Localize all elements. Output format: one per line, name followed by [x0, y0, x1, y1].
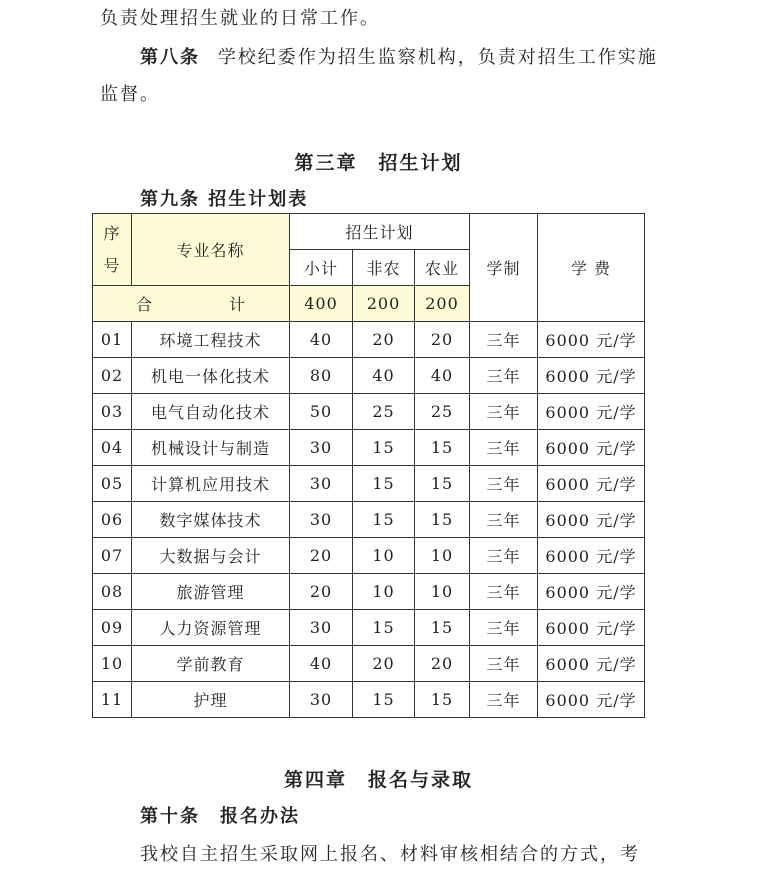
table-row — [93, 502, 645, 538]
cell-subtotal: 40 — [290, 322, 353, 358]
cell-non-agri: 25 — [353, 394, 415, 430]
header-tuition: 学 费 — [538, 214, 645, 322]
cell-non-agri: 15 — [353, 430, 415, 466]
cell-no: 03 — [93, 394, 132, 430]
cell-major: 环境工程技术 — [132, 322, 290, 358]
cell-duration: 三年 — [470, 682, 538, 718]
header-agri: 农业 — [415, 250, 470, 286]
cell-duration: 三年 — [470, 502, 538, 538]
paragraph-text: 我校自主招生采取网上报名、材料审核相结合的方式，考 — [140, 844, 640, 865]
article-label: 第八条 — [140, 47, 200, 68]
cell-major: 学前教育 — [132, 646, 290, 682]
enrollment-plan-table — [92, 213, 645, 718]
cell-non-agri: 20 — [353, 322, 415, 358]
cell-tuition: 6000 元/学 — [538, 502, 645, 538]
cell-tuition: 6000 元/学 — [538, 394, 645, 430]
cell-agri: 20 — [415, 322, 470, 358]
cell-duration: 三年 — [470, 358, 538, 394]
cell-major: 机械设计与制造 — [132, 430, 290, 466]
cell-no: 10 — [93, 646, 132, 682]
cell-no: 09 — [93, 610, 132, 646]
cell-subtotal: 20 — [290, 574, 353, 610]
cell-major: 电气自动化技术 — [132, 394, 290, 430]
header-non-agri: 非农 — [353, 250, 415, 286]
cell-major: 机电一体化技术 — [132, 358, 290, 394]
cell-tuition: 6000 元/学 — [538, 538, 645, 574]
article-title: 第九条 招生计划表 — [140, 189, 309, 210]
total-label-2: 计 — [229, 295, 247, 314]
article-title: 第十条 报名办法 — [140, 806, 300, 827]
table-row — [93, 610, 645, 646]
cell-non-agri: 15 — [353, 610, 415, 646]
cell-non-agri: 15 — [353, 466, 415, 502]
table-row — [93, 430, 645, 466]
cell-major: 人力资源管理 — [132, 610, 290, 646]
cell-tuition: 6000 元/学 — [538, 574, 645, 610]
header-major: 专业名称 — [132, 214, 290, 286]
cell-non-agri: 15 — [353, 682, 415, 718]
cell-agri: 25 — [415, 394, 470, 430]
cell-non-agri: 10 — [353, 538, 415, 574]
cell-no: 02 — [93, 358, 132, 394]
table-row — [93, 358, 645, 394]
table-row — [93, 682, 645, 718]
cell-duration: 三年 — [470, 538, 538, 574]
cell-agri: 15 — [415, 466, 470, 502]
cell-agri: 15 — [415, 682, 470, 718]
cell-duration: 三年 — [470, 394, 538, 430]
chapter-title: 第四章 报名与录取 — [283, 769, 473, 791]
cell-duration: 三年 — [470, 574, 538, 610]
cell-agri: 15 — [415, 610, 470, 646]
total-subtotal: 400 — [290, 286, 353, 322]
cell-subtotal: 30 — [290, 466, 353, 502]
cell-duration: 三年 — [470, 430, 538, 466]
cell-non-agri: 15 — [353, 502, 415, 538]
cell-no: 05 — [93, 466, 132, 502]
cell-major: 计算机应用技术 — [132, 466, 290, 502]
cell-no: 06 — [93, 502, 132, 538]
article-8 — [140, 43, 658, 69]
cell-duration: 三年 — [470, 610, 538, 646]
total-label-1: 合 — [135, 295, 153, 314]
chapter-title: 第三章 招生计划 — [294, 152, 463, 174]
table-row — [93, 646, 645, 682]
cell-subtotal: 30 — [290, 610, 353, 646]
header-subtotal: 小计 — [290, 250, 353, 286]
total-agri: 200 — [415, 286, 470, 322]
cell-duration: 三年 — [470, 322, 538, 358]
cell-subtotal: 40 — [290, 646, 353, 682]
cell-duration: 三年 — [470, 646, 538, 682]
cell-no: 11 — [93, 682, 132, 718]
cell-tuition: 6000 元/学 — [538, 466, 645, 502]
cell-tuition: 6000 元/学 — [538, 610, 645, 646]
cell-agri: 20 — [415, 646, 470, 682]
cell-tuition: 6000 元/学 — [538, 322, 645, 358]
cell-agri: 10 — [415, 574, 470, 610]
cell-subtotal: 30 — [290, 682, 353, 718]
table-row — [93, 538, 645, 574]
header-duration: 学制 — [470, 214, 538, 322]
cell-subtotal: 80 — [290, 358, 353, 394]
header-seq-1: 序 — [103, 223, 121, 243]
total-label — [93, 286, 290, 322]
cell-non-agri: 40 — [353, 358, 415, 394]
header-seq — [93, 214, 132, 286]
cell-subtotal: 50 — [290, 394, 353, 430]
cell-non-agri: 10 — [353, 574, 415, 610]
cell-agri: 15 — [415, 502, 470, 538]
cell-no: 01 — [93, 322, 132, 358]
total-non-agri: 200 — [353, 286, 415, 322]
table-row — [93, 322, 645, 358]
cell-subtotal: 20 — [290, 538, 353, 574]
cell-duration: 三年 — [470, 466, 538, 502]
cell-tuition: 6000 元/学 — [538, 682, 645, 718]
cell-tuition: 6000 元/学 — [538, 358, 645, 394]
cell-major: 旅游管理 — [132, 574, 290, 610]
cell-major: 大数据与会计 — [132, 538, 290, 574]
cell-agri: 40 — [415, 358, 470, 394]
cell-no: 08 — [93, 574, 132, 610]
cell-no: 07 — [93, 538, 132, 574]
cell-subtotal: 30 — [290, 502, 353, 538]
table-row — [93, 574, 645, 610]
cell-tuition: 6000 元/学 — [538, 646, 645, 682]
cell-agri: 15 — [415, 430, 470, 466]
cell-major: 数字媒体技术 — [132, 502, 290, 538]
article-text: 学校纪委作为招生监察机构，负责对招生工作实施 — [217, 47, 658, 68]
cell-no: 04 — [93, 430, 132, 466]
paragraph-text: 负责处理招生就业的日常工作。 — [100, 8, 380, 29]
table-row — [93, 466, 645, 502]
header-seq-2: 号 — [103, 255, 121, 275]
cell-subtotal: 30 — [290, 430, 353, 466]
cell-agri: 10 — [415, 538, 470, 574]
cell-non-agri: 20 — [353, 646, 415, 682]
paragraph-continuation: 监督。 — [100, 84, 160, 105]
header-plan: 招生计划 — [290, 214, 470, 250]
cell-major: 护理 — [132, 682, 290, 718]
table-row — [93, 394, 645, 430]
cell-tuition: 6000 元/学 — [538, 430, 645, 466]
